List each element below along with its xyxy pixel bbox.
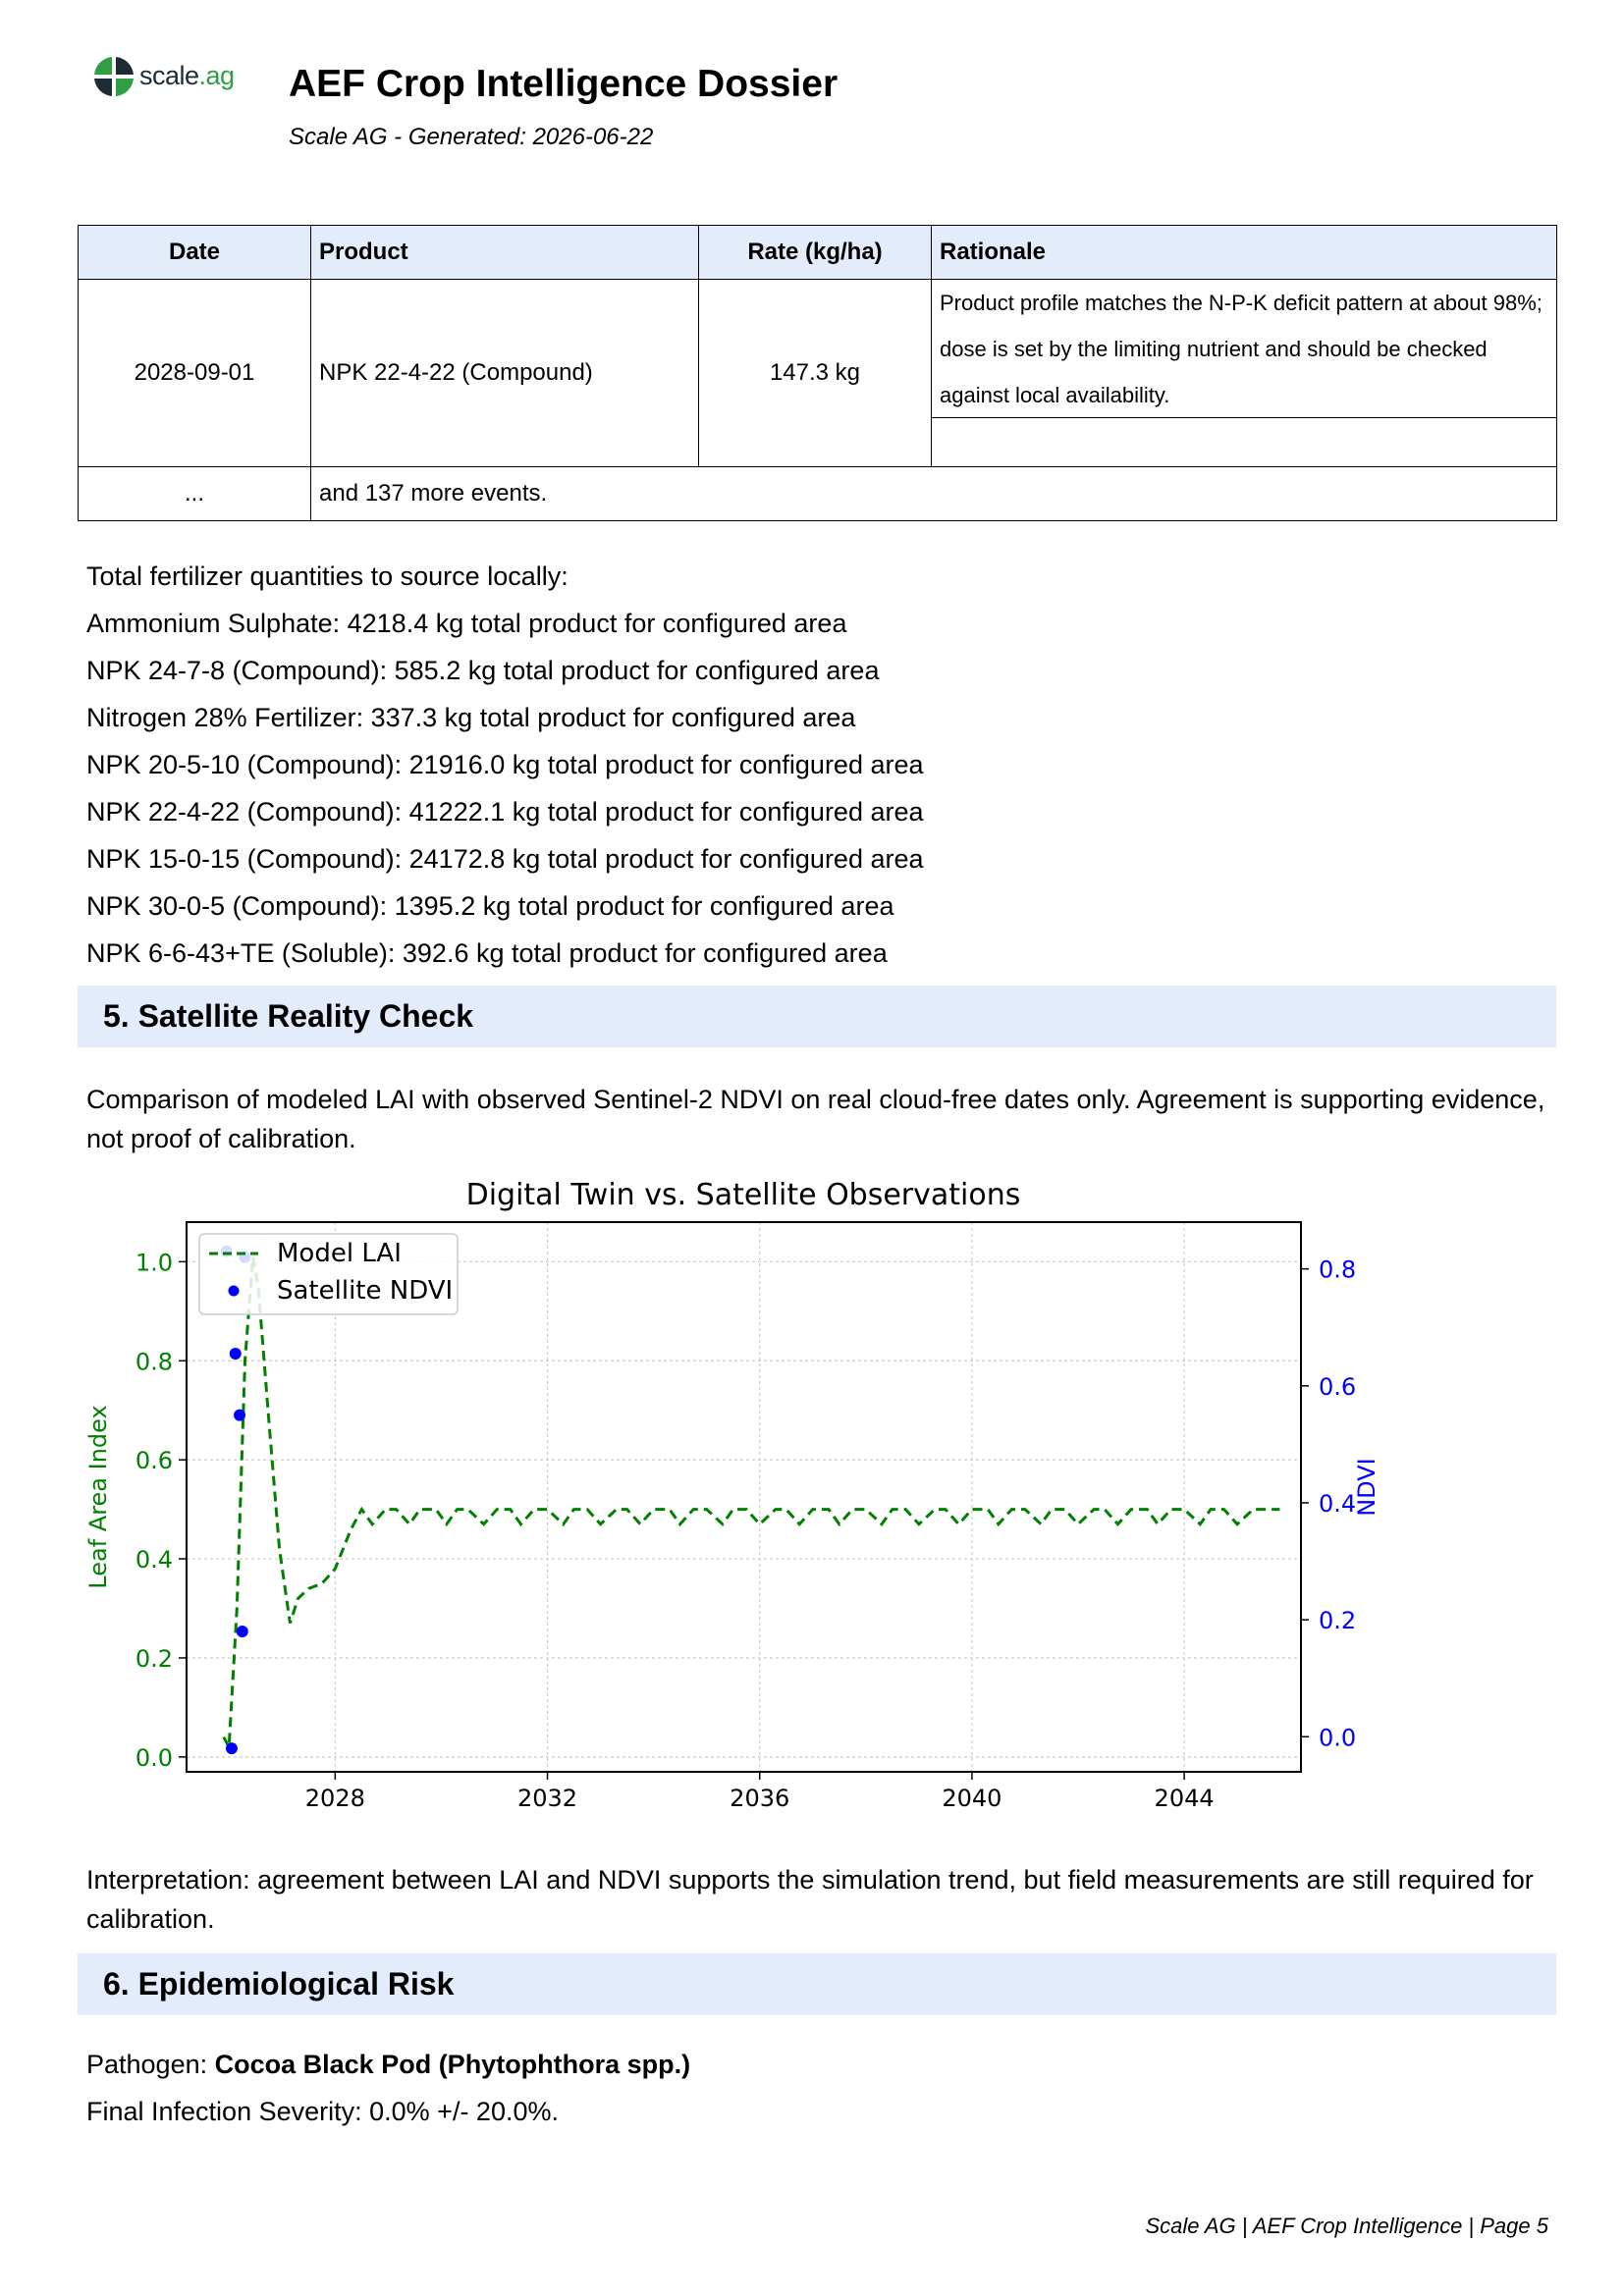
lai-ndvi-chart bbox=[69, 1160, 1384, 1808]
ndvi-point bbox=[226, 1742, 238, 1754]
fertilizer-total-item: NPK 6-6-43+TE (Soluble): 392.6 kg total product for configured area bbox=[86, 938, 888, 968]
x-tick-label: 2028 bbox=[304, 1785, 365, 1808]
fertilizer-total-item: NPK 15-0-15 (Compound): 24172.8 kg total product for configured area bbox=[86, 844, 924, 874]
cell-rate: 147.3 kg bbox=[699, 280, 932, 467]
fertilizer-total-item: Nitrogen 28% Fertilizer: 337.3 kg total product for configured area bbox=[86, 703, 856, 732]
ndvi-point bbox=[237, 1626, 248, 1637]
section-6-header bbox=[78, 1953, 1556, 2015]
y2-axis-label: NDVI bbox=[1353, 1458, 1380, 1517]
fertilizer-totals-intro: Total fertilizer quantities to source locally: bbox=[86, 561, 568, 591]
document-title: AEF Crop Intelligence Dossier bbox=[289, 63, 839, 105]
legend-label-lai: Model LAI bbox=[277, 1239, 402, 1268]
chart-series bbox=[221, 1246, 1280, 1754]
y2-tick-label: 0.4 bbox=[1319, 1489, 1357, 1518]
section-5-heading: 5. Satellite Reality Check bbox=[103, 998, 474, 1034]
section-5-header bbox=[78, 986, 1556, 1047]
section-5-interpretation: Interpretation: agreement between LAI and NDVI supports the simulation trend, but field measurements are still required for calibration. bbox=[86, 1865, 1534, 1934]
y2-tick-label: 0.6 bbox=[1319, 1372, 1357, 1401]
pathogen-name: Cocoa Black Pod (Phytophthora spp.) bbox=[214, 2050, 691, 2079]
legend-swatch-ndvi bbox=[229, 1286, 240, 1297]
logo-mark-icon bbox=[92, 55, 135, 98]
cell-more-text: and 137 more events. bbox=[311, 467, 1557, 521]
series-line-model-lai bbox=[224, 1256, 1280, 1747]
x-tick-label: 2036 bbox=[730, 1785, 790, 1808]
rationale-text: Product profile matches the N-P-K deficit pattern at about 98%; dose is set by the limiting nutrient and should be checked against local availability. bbox=[932, 280, 1556, 418]
column-header-date: Date bbox=[79, 226, 311, 280]
section-5-intro: Comparison of modeled LAI with observed Sentinel-2 NDVI on real cloud-free dates only. Agreement is supporting evidence, not proof of calibration. bbox=[86, 1085, 1545, 1153]
fertilizer-events-table bbox=[78, 225, 1556, 521]
fertilizer-total-item: Ammonium Sulphate: 4218.4 kg total product for configured area bbox=[86, 609, 847, 638]
y-tick-label: 0.2 bbox=[135, 1644, 173, 1673]
y2-tick-label: 0.8 bbox=[1319, 1255, 1357, 1284]
y-tick-label: 0.8 bbox=[135, 1348, 173, 1376]
fertilizer-total-item: NPK 24-7-8 (Compound): 585.2 kg total product for configured area bbox=[86, 656, 880, 685]
table-row-more bbox=[79, 467, 1557, 521]
cell-date: 2028-09-01 bbox=[79, 280, 311, 467]
x-tick-label: 2032 bbox=[516, 1785, 578, 1808]
legend-label-ndvi: Satellite NDVI bbox=[277, 1276, 454, 1306]
company-logo bbox=[92, 55, 249, 102]
ndvi-point bbox=[234, 1410, 245, 1421]
x-tick-label: 2040 bbox=[942, 1785, 1002, 1808]
fertilizer-total-item: NPK 22-4-22 (Compound): 41222.1 kg total product for configured area bbox=[86, 797, 924, 827]
y-axis-label: Leaf Area Index bbox=[84, 1405, 112, 1589]
table-row bbox=[79, 280, 1557, 467]
y2-tick-label: 0.0 bbox=[1319, 1724, 1357, 1752]
infection-severity: Final Infection Severity: 0.0% +/- 20.0%. bbox=[86, 2097, 559, 2126]
fertilizer-total-item: NPK 30-0-5 (Compound): 1395.2 kg total product for configured area bbox=[86, 891, 894, 921]
y-tick-label: 0.0 bbox=[135, 1743, 173, 1772]
chart-legend bbox=[199, 1234, 458, 1314]
chart-title: Digital Twin vs. Satellite Observations bbox=[465, 1178, 1021, 1212]
chart-axes bbox=[135, 1249, 1356, 1808]
column-header-rate: Rate (kg/ha) bbox=[699, 226, 932, 280]
cell-product: NPK 22-4-22 (Compound) bbox=[311, 280, 699, 467]
table-header-row bbox=[79, 226, 1557, 280]
pathogen-label: Pathogen: bbox=[86, 2050, 215, 2079]
document-subtitle: Scale AG - Generated: 2026-06-22 bbox=[289, 124, 654, 150]
fertilizer-total-item: NPK 20-5-10 (Compound): 21916.0 kg total product for configured area bbox=[86, 750, 924, 779]
y2-tick-label: 0.2 bbox=[1319, 1607, 1357, 1635]
cell-rationale bbox=[932, 280, 1557, 467]
cell-more-marker: ... bbox=[79, 467, 311, 521]
y-tick-label: 0.4 bbox=[135, 1546, 173, 1575]
chart-svg bbox=[69, 1160, 1384, 1808]
column-header-product: Product bbox=[311, 226, 699, 280]
pathogen-line bbox=[86, 2050, 690, 2080]
y-tick-label: 1.0 bbox=[135, 1249, 173, 1277]
x-tick-label: 2044 bbox=[1154, 1785, 1215, 1808]
y-tick-label: 0.6 bbox=[135, 1447, 173, 1475]
column-header-rationale: Rationale bbox=[932, 226, 1557, 280]
section-6-heading: 6. Epidemiological Risk bbox=[103, 1966, 455, 2002]
ndvi-point bbox=[230, 1348, 242, 1360]
logo-text: scale.ag bbox=[139, 61, 235, 90]
page-footer: Scale AG | AEF Crop Intelligence | Page 5 bbox=[1145, 2214, 1548, 2238]
